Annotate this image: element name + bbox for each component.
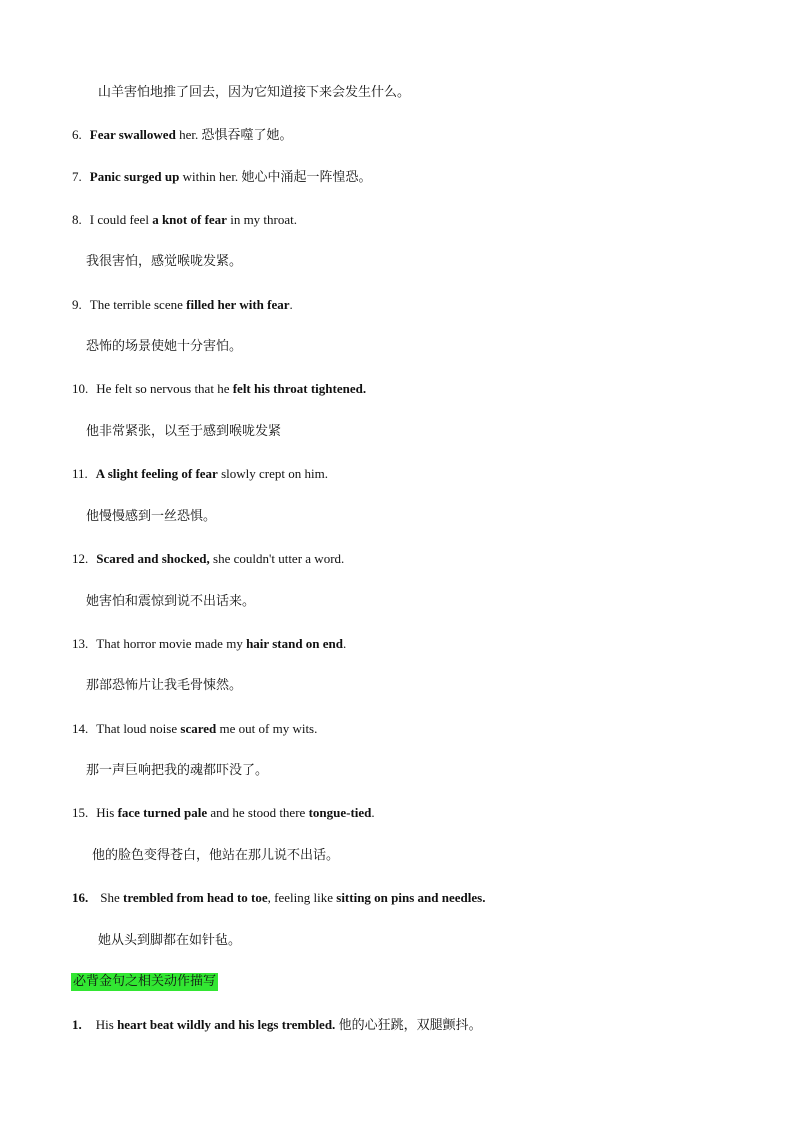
bold-phrase: Scared and shocked, [96,551,210,566]
translation-line: 他慢慢感到一丝恐惧。 [86,509,217,524]
text-run: She [100,890,123,905]
translation-line: 山羊害怕地推了回去，因为它知道接下来会发生什么。 [98,85,411,100]
bold-phrase: tongue-tied [308,805,372,820]
translation-line: 她从头到脚都在如针毡。 [98,933,242,948]
text-run: . [289,297,293,312]
item-number: 12. [72,551,89,566]
text-run: . [371,805,375,820]
bold-phrase: trembled from head to toe [123,890,268,905]
text-run: slowly crept on him. [217,466,328,481]
list-item [72,212,297,228]
item-number: 10. [72,381,89,396]
list-item [72,466,328,482]
item-number: 15. [72,805,89,820]
translation-inline: 他的心狂跳，双腿颤抖。 [338,1018,482,1033]
bold-phrase: hair stand on end [246,636,344,651]
item-number: 16. [72,890,89,905]
bold-phrase: A slight feeling of fear [95,466,218,481]
bold-phrase: a knot of fear [152,212,227,227]
text-run: within her. [179,169,242,184]
text-run: He felt so nervous that he [96,381,233,396]
item-number: 7. [72,169,82,184]
list-item [72,551,344,567]
bold-phrase: Panic surged up [89,169,180,184]
text-run: in my throat. [226,212,297,227]
translation-line: 她害怕和震惊到说不出话来。 [86,594,256,609]
item-number: 13. [72,636,89,651]
list-item [72,127,292,144]
text-run: me out of my wits. [216,721,318,736]
text-run: I could feel [89,212,153,227]
text-run: That horror movie made my [96,636,247,651]
bold-phrase: scared [180,721,217,736]
list-item [72,297,293,313]
translation-line: 我很害怕，感觉喉咙发紧。 [86,254,243,269]
section-heading [71,973,218,991]
list-item [72,1017,482,1034]
item-number: 11. [72,466,88,481]
text-run: . [343,636,347,651]
item-number: 14. [72,721,89,736]
text-run: That loud noise [96,721,181,736]
bold-phrase: heart beat wildly and his legs trembled. [117,1017,336,1032]
text-run: His [96,805,118,820]
text-run: , feeling like [267,890,337,905]
translation-inline: 恐惧吞噬了她。 [201,128,293,143]
bold-phrase: sitting on pins and needles. [336,890,486,905]
list-item [72,805,375,821]
list-item [72,381,366,397]
translation-line: 他非常紧张，以至于感到喉咙发紧 [86,424,282,439]
list-item [72,636,346,652]
text-run: and he stood there [207,805,309,820]
bold-phrase: filled her with fear [186,297,290,312]
translation-line: 他的脸色变得苍白，他站在那儿说不出话。 [92,848,340,863]
bold-phrase: face turned pale [117,805,208,820]
item-number: 1. [72,1017,82,1032]
item-number: 8. [72,212,82,227]
text-run: she couldn't utter a word. [209,551,345,566]
text-run: her. [175,127,202,142]
bold-phrase: Fear swallowed [89,127,176,142]
bold-phrase: felt his throat tightened. [232,381,367,396]
item-number: 6. [72,127,82,142]
item-number: 9. [72,297,82,312]
section-heading-highlight: 必背金句之相关动作描写 [73,974,217,989]
list-item [72,169,371,186]
list-item [72,890,485,906]
translation-line: 恐怖的场景使她十分害怕。 [86,339,243,354]
translation-line: 那部恐怖片让我毛骨悚然。 [86,678,243,693]
text-run: His [95,1017,118,1032]
translation-line: 那一声巨响把我的魂都吓没了。 [86,763,269,778]
text-run: The terrible scene [89,297,187,312]
translation-inline: 她心中涌起一阵惶恐。 [241,170,372,185]
list-item [72,721,317,737]
